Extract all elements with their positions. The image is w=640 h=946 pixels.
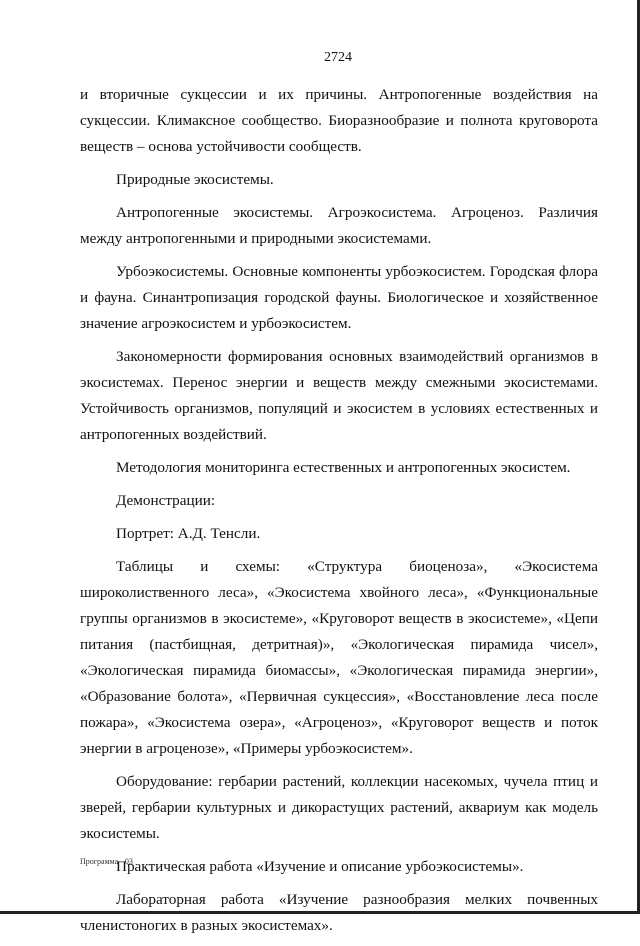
paragraph-anthropogenic-ecosystems: Антропогенные экосистемы. Агроэкосистема. Агроценоз. Различия между антропогенными и природными экосистемами. xyxy=(80,204,598,247)
footer-program-label: Программа - 03 xyxy=(80,857,133,866)
paragraph-practical-work: Практическая работа «Изучение и описание урбоэкосистемы». xyxy=(116,858,524,875)
paragraph-succession: и вторичные сукцессии и их причины. Антропогенные воздействия на сукцессии. Климаксное сообщество. Биоразнообразие и полнота круговорота веществ – основа устойчивости сообществ. xyxy=(80,86,598,155)
paragraph-tables-schemes: Таблицы и схемы: «Структура биоценоза», «Экосистема широколиственного леса», «Экосистема хвойного леса», «Функциональные группы организмов в экосистеме», «Круговорот веществ в экосистеме», «Цепи питания (пастбищная, детритная)», «Экологическая пирамида чисел», «Экологическая пирамида биомассы», «Экологическая пирамида энергии», «Образование болота», «Первичная сукцессия», «Восстановление леса после пожара», «Экосистема озера», «Агроценоз», «Круговорот веществ и поток энергии в агроценозе», «Примеры урбоэкосистем». xyxy=(80,558,598,757)
paragraph-monitoring: Методология мониторинга естественных и антропогенных экосистем. xyxy=(116,459,571,476)
paragraph-lab-work: Лабораторная работа «Изучение разнообразия мелких почвенных членистоногих в разных экосистемах». xyxy=(80,891,598,934)
paragraph-portrait: Портрет: А.Д. Тенсли. xyxy=(116,525,261,542)
paragraph-demonstrations: Демонстрации: xyxy=(116,492,216,509)
paragraph-natural-ecosystems: Природные экосистемы. xyxy=(116,171,274,188)
document-body xyxy=(80,82,598,946)
paragraph-urboecosystems: Урбоэкосистемы. Основные компоненты урбоэкосистем. Городская флора и фауна. Синантропизация городской фауны. Биологическое и хозяйственное значение агроэкосистем и урбоэкосистем. xyxy=(80,263,598,332)
paragraph-interactions: Закономерности формирования основных взаимодействий организмов в экосистемах. Перенос энергии и веществ между смежными экосистемами. Устойчивость организмов, популяций и экосистем в условиях естественных и антропогенных воздействий. xyxy=(80,348,598,443)
page-number: 2724 xyxy=(324,50,352,65)
paragraph-equipment: Оборудование: гербарии растений, коллекции насекомых, чучела птиц и зверей, гербарии культурных и дикорастущих растений, аквариум как модель экосистемы. xyxy=(80,773,598,842)
